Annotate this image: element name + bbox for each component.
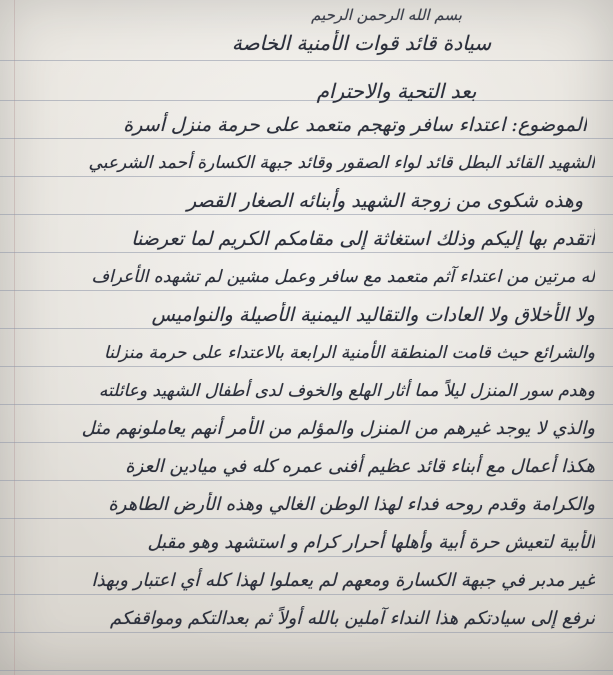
letter-line: وهدم سور المنزل ليلاً مما أثار الهلع والخوف لدى أطفال الشهيد وعائلته bbox=[98, 381, 595, 401]
ruled-line bbox=[0, 518, 613, 519]
letter-line: نرفع إلى سيادتكم هذا النداء آملين بالله أولاً ثم بعدالتكم ومواقفكم bbox=[109, 608, 595, 629]
basmala: بسم الله الرحمن الرحيم bbox=[311, 6, 462, 24]
ruled-line bbox=[0, 176, 613, 177]
addressee: سيادة قائد قوات الأمنية الخاصة bbox=[231, 31, 492, 55]
letter-line: والشرائع حيث قامت المنطقة الأمنية الرابعة بالاعتداء على حرمة منزلنا bbox=[103, 343, 595, 363]
letter-line: الموضوع: اعتداء سافر وتهجم متعمد على حرمة منزل أسرة bbox=[123, 114, 587, 136]
letter-line: والكرامة وقدم روحه فداء لهذا الوطن الغالي وهذه الأرض الطاهرة bbox=[108, 494, 595, 515]
letter-line: أتقدم بها إليكم وذلك استغاثة إلى مقامكم الكريم لما تعرضنا bbox=[131, 228, 595, 250]
letter-line: ولا الأخلاق ولا العادات والتقاليد اليمنية الأصيلة والنواميس bbox=[151, 304, 595, 326]
ruled-line bbox=[0, 252, 613, 253]
ruled-line bbox=[0, 594, 613, 595]
ruled-line bbox=[0, 632, 613, 633]
ruled-line bbox=[0, 60, 613, 61]
ruled-line bbox=[0, 290, 613, 291]
ruled-line bbox=[0, 480, 613, 481]
ruled-line bbox=[0, 366, 613, 367]
ruled-line bbox=[0, 556, 613, 557]
margin-rule bbox=[14, 0, 15, 675]
ruled-line bbox=[0, 138, 613, 139]
letter-line: والذي لا يوجد غيرهم من المنزل والمؤلم من الأمر أنهم يعاملونهم مثل bbox=[81, 418, 595, 439]
letter-line: الأبية لتعيش حرة أبية وأهلها أحرار كرام و استشهد وهو مقبل bbox=[147, 532, 595, 553]
letter-line: الشهيد القائد البطل قائد لواء الصقور وقائد جبهة الكسارة أحمد الشرعبي bbox=[88, 153, 595, 173]
ruled-line bbox=[0, 442, 613, 443]
ruled-line bbox=[0, 404, 613, 405]
letter-line: وهذه شكوى من زوجة الشهيد وأبنائه الصغار القصر bbox=[187, 190, 583, 212]
letter-line: هكذا أعمال مع أبناء قائد عظيم أفنى عمره كله في ميادين العزة bbox=[125, 456, 595, 477]
ruled-line bbox=[0, 670, 613, 671]
ruled-line bbox=[0, 214, 613, 215]
greeting: بعد التحية والاحترام bbox=[316, 79, 477, 103]
letter-line: له مرتين من اعتداء آثم متعمد مع سافر وعمل مشين لم تشهده الأعراف bbox=[91, 267, 595, 287]
ruled-line bbox=[0, 328, 613, 329]
letter-line: غير مدبر في جبهة الكسارة ومعهم لم يعملوا لهذا كله أي اعتبار وبهذا bbox=[91, 570, 595, 591]
